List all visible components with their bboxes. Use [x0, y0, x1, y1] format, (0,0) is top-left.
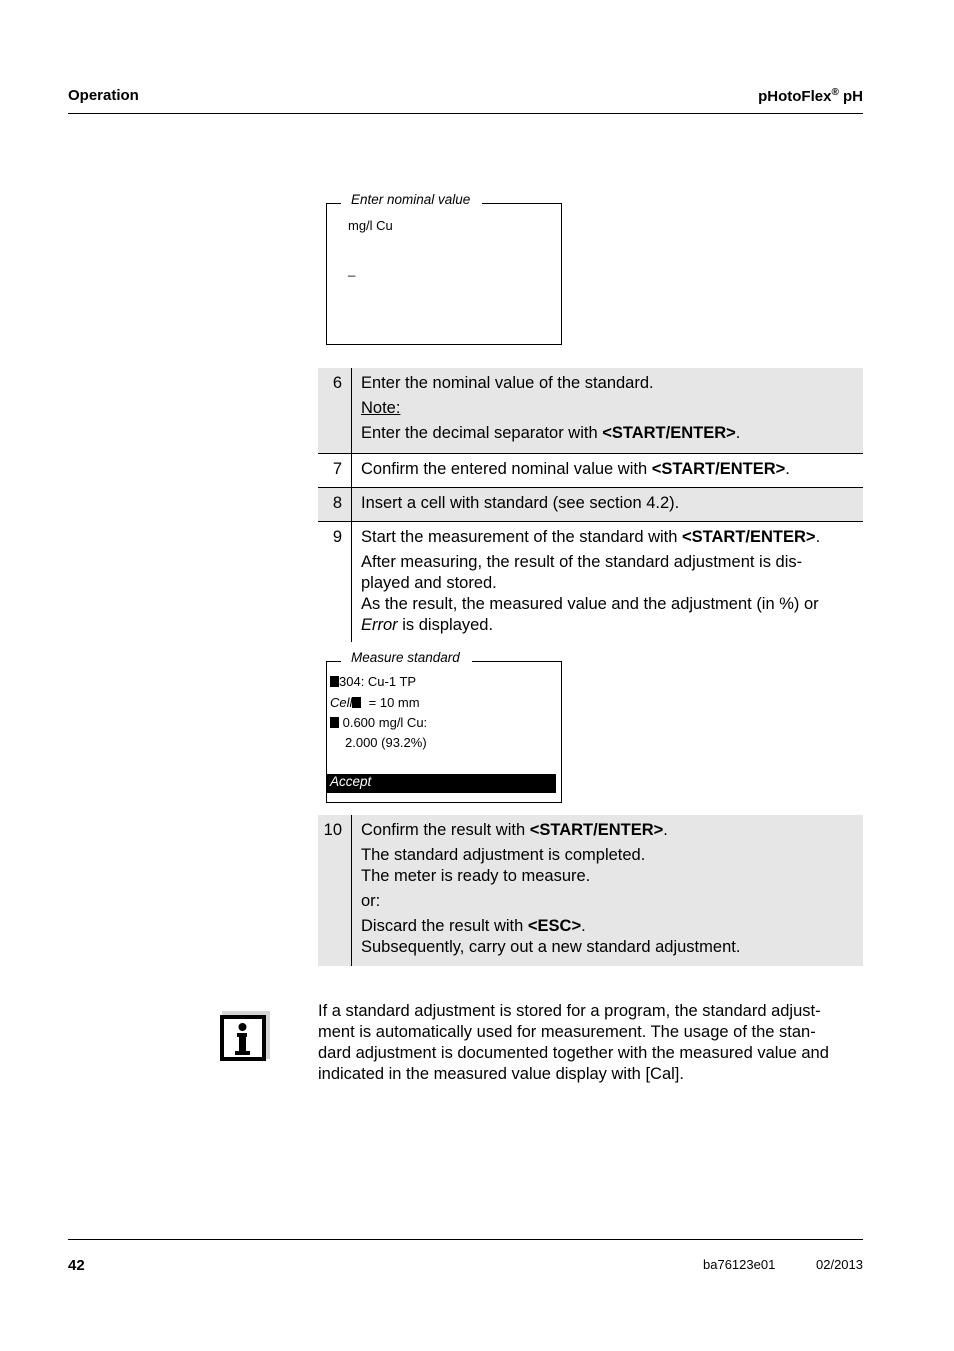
block-marker	[352, 697, 361, 708]
step-text: Confirm the result with <START/ENTER>. The standard adjustment is completed. The meter is ready to measure. or: Discard the result with <ESC>. Subsequently, carry out a new standard adjustment.	[361, 821, 741, 956]
display-measure-standard	[326, 650, 562, 803]
step-text: Enter the nominal value of the standard. Note: Enter the decimal separator with <START/ENTER>.	[361, 374, 741, 442]
display-result-line: 2.000 (93.2%)	[345, 735, 427, 750]
steps-table-a	[318, 368, 863, 642]
display-unit: mg/l Cu	[348, 218, 393, 233]
footer-rule	[68, 1239, 863, 1240]
display-enter-nominal-value	[326, 192, 562, 345]
page-number: 42	[68, 1257, 85, 1274]
display-cursor: _	[348, 262, 356, 277]
step-text: Insert a cell with standard (see section 4.2).	[361, 494, 680, 512]
document-id: ba76123e01	[703, 1257, 776, 1272]
step-row	[318, 522, 863, 642]
step-row	[318, 368, 863, 454]
document-date: 02/2013	[816, 1257, 863, 1272]
display-program-line: 304: Cu-1 TP	[330, 674, 416, 689]
step-text: Start the measurement of the standard with <START/ENTER>. After measuring, the result of the standard adjustment is dis- played and stored. As the result, the measured value and the adjustment (in %) or Error is displayed.	[361, 528, 821, 634]
header-rule	[68, 113, 863, 114]
step-row	[318, 454, 863, 488]
info-icon	[220, 1009, 272, 1061]
step-number: 8	[318, 488, 352, 521]
header-product-name: pHotoFlex® pH	[758, 87, 863, 105]
info-paragraph: If a standard adjustment is stored for a program, the standard adjust- ment is automatically used for measurement. The usage of the stan- dard adjustment is documented together with the measured value and indicated in the measured value display with [Cal].	[318, 1002, 829, 1083]
display-cell-line: Cell = 10 mm	[330, 695, 420, 710]
softkey-accept: Accept	[327, 774, 556, 793]
display-title: Enter nominal value	[341, 192, 482, 207]
header-section-title: Operation	[68, 87, 139, 104]
step-number: 10	[318, 815, 352, 966]
step-text: Confirm the entered nominal value with <START/ENTER>.	[361, 460, 790, 478]
steps-table-b	[318, 815, 863, 966]
step-row	[318, 815, 863, 966]
block-marker	[330, 676, 339, 687]
step-number: 6	[318, 368, 352, 453]
block-marker	[330, 717, 339, 728]
step-number: 9	[318, 522, 352, 642]
display-title: Measure standard	[341, 650, 472, 665]
display-nominal-line: 0.600 mg/l Cu:	[330, 715, 427, 730]
step-row	[318, 488, 863, 522]
step-number: 7	[318, 454, 352, 487]
